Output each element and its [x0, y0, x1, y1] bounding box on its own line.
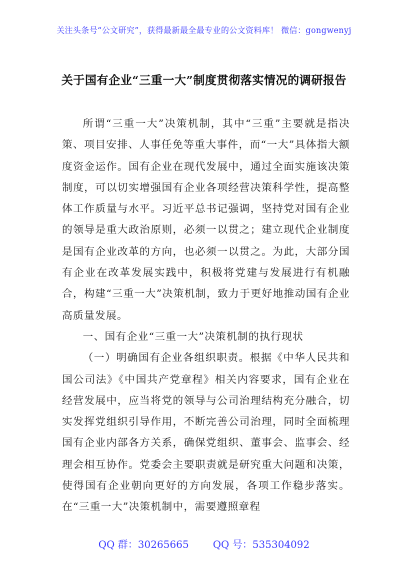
subsection-paragraph	[62, 348, 350, 518]
contact-footer	[0, 536, 408, 551]
qq-group-text: QQ 群：30265665	[98, 540, 189, 551]
section-heading: 一、国有企业“三重一大”决策机制的执行现状	[82, 330, 304, 343]
qq-number-text: QQ 号：535304092	[212, 540, 310, 551]
document-body	[62, 114, 350, 519]
document-title: 关于国有企业“三重一大”制度贯彻落实情况的调研报告	[61, 73, 347, 87]
subsection-heading: （一）明确国有企业各组织职责。	[82, 352, 250, 365]
promo-banner: 关注头条号“公文研究”，获得最新最全最专业的公文资料库！ 微信：gongwenyj	[56, 26, 352, 35]
subsection-body: 根据《中华人民共和国公司法》《中国共产党章程》相关内容要求，国有企业在经营发展中，应当将党的领导与公司治理结构充分融合，切实发挥党组织引导作用，不断完善公司治理，同时全面梳理国有企业内部各方关系，确保党组织、董事会、监事会、经理会相互协作。党委会主要职责就是研究重大问题和决策，使得国有企业朝向更好的方向发展，各项工作稳步落实。在“三重一大”决策机制中，需要遵照章程	[62, 352, 350, 514]
intro-paragraph: 所谓“三重一大”决策机制，其中“三重”主要就是指决策、项目安排、人事任免等重大事件，而“一大”具体指大额度资金运作。国有企业在现代发展中，通过全面实施该决策制度，可以切实增强国有企业各项经营决策科学性，提高整体工作质量与水平。习近平总书记强调，坚持党对国有企业的领导是重大政治原则，必须一以贯之；建立现代企业制度是国有企业改革的方向，也必须一以贯之。为此，大部分国有企业在改革发展实践中，积极将党建与发展进行有机融合，构建“三重一大”决策机制，致力于更好地推动国有企业高质量发展。	[62, 118, 350, 322]
